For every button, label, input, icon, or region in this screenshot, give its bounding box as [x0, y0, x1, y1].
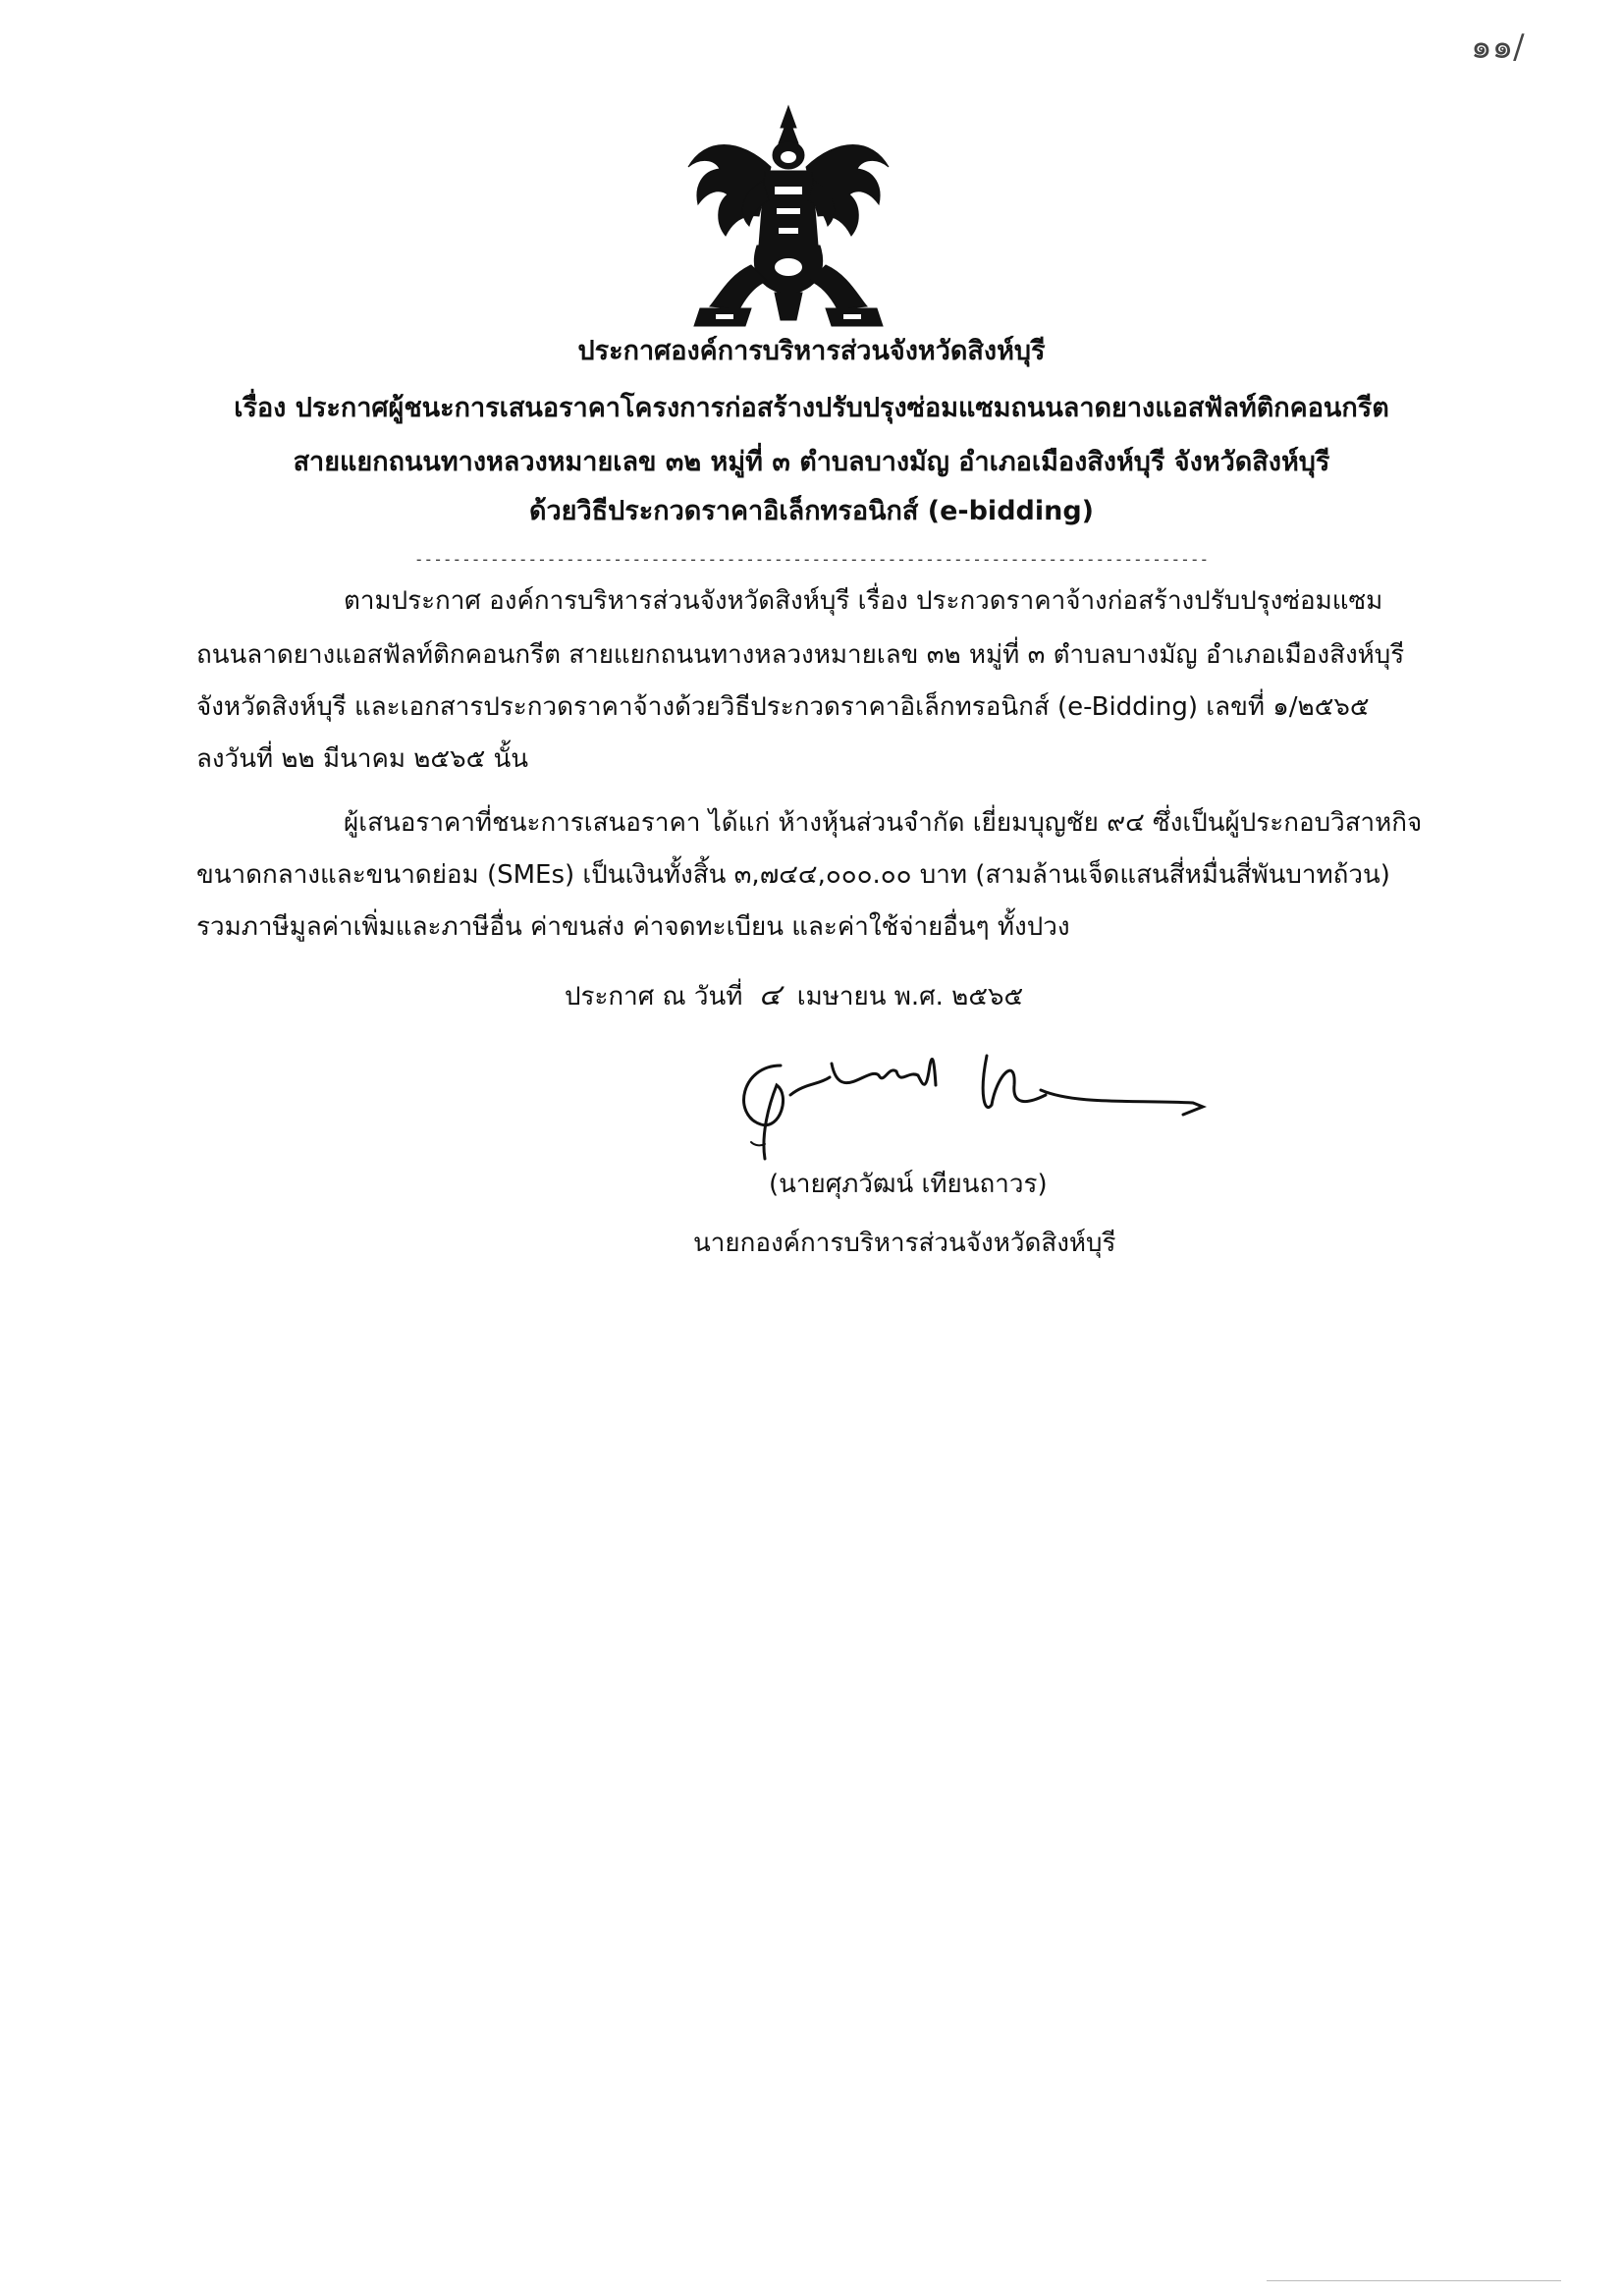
- signer-position: นายกองค์การบริหารส่วนจังหวัดสิงห์บุรี: [693, 1229, 1116, 1258]
- paragraph-1-line-1: ตามประกาศ องค์การบริหารส่วนจังหวัดสิงห์บุรี เรื่อง ประกวดราคาจ้างก่อสร้างปรับปรุงซ่อมแซม: [344, 586, 1383, 616]
- paragraph-1-line-2: ถนนลาดยางแอสฟัลท์ติกคอนกรีต สายแยกถนนทางหลวงหมายเลข ๓๒ หมู่ที่ ๓ ตำบลบางมัญ อำเภอเมืองสิงห์บุรี: [196, 640, 1405, 670]
- announce-date: [565, 972, 1023, 1018]
- title-line-2: เรื่อง ประกาศผู้ชนะการเสนอราคาโครงการก่อสร้างปรับปรุงซ่อมแซมถนนลาดยางแอสฟัลท์ติกคอนกรีต: [234, 393, 1389, 423]
- paragraph-1-line-4: ลงวันที่ ๒๒ มีนาคม ๒๕๖๕ นั้น: [196, 744, 529, 774]
- paragraph-2-line-2: ขนาดกลางและขนาดย่อม (SMEs) เป็นเงินทั้งสิ้น ๓,๗๔๔,๐๐๐.๐๐ บาท (สามล้านเจ็ดแสนสี่หมื่นสี่พันบาทถ้วน): [196, 860, 1390, 890]
- page-number: ๑๑/: [1471, 27, 1525, 67]
- title-line-3: สายแยกถนนทางหลวงหมายเลข ๓๒ หมู่ที่ ๓ ตำบลบางมัญ อำเภอเมืองสิงห์บุรี จังหวัดสิงห์บุรี: [293, 447, 1330, 477]
- garuda-emblem-icon: [680, 98, 896, 339]
- announce-suffix: เมษายน พ.ศ. ๒๕๖๕: [796, 982, 1024, 1011]
- signer-name: (นายศุภวัฒน์ เทียนถาวร): [769, 1170, 1048, 1199]
- bottom-edge-line: [1267, 2280, 1561, 2281]
- paragraph-2-line-1: ผู้เสนอราคาที่ชนะการเสนอราคา ได้แก่ ห้างหุ้นส่วนจำกัด เยี่ยมบุญชัย ๙๔ ซึ่งเป็นผู้ประกอบวิสาหกิจ: [344, 808, 1423, 838]
- title-line-1: ประกาศองค์การบริหารส่วนจังหวัดสิงห์บุรี: [577, 336, 1046, 366]
- title-line-4: ด้วยวิธีประกวดราคาอิเล็กทรอนิกส์ (e-bidding): [528, 496, 1094, 526]
- announce-day: ๔: [758, 978, 782, 1012]
- paragraph-2-line-3: รวมภาษีมูลค่าเพิ่มและภาษีอื่น ค่าขนส่ง ค่าจดทะเบียน และค่าใช้จ่ายอื่นๆ ทั้งปวง: [196, 912, 1070, 942]
- announce-prefix: ประกาศ ณ วันที่: [565, 982, 743, 1011]
- signature-image: [722, 1036, 1232, 1164]
- paragraph-1-line-3: จังหวัดสิงห์บุรี และเอกสารประกวดราคาจ้างด้วยวิธีประกวดราคาอิเล็กทรอนิกส์ (e-Bidding) เลขที่ ๑/๒๕๖๕: [196, 692, 1370, 722]
- separator: ------------------------------------------------------------------------------------: [413, 550, 1210, 569]
